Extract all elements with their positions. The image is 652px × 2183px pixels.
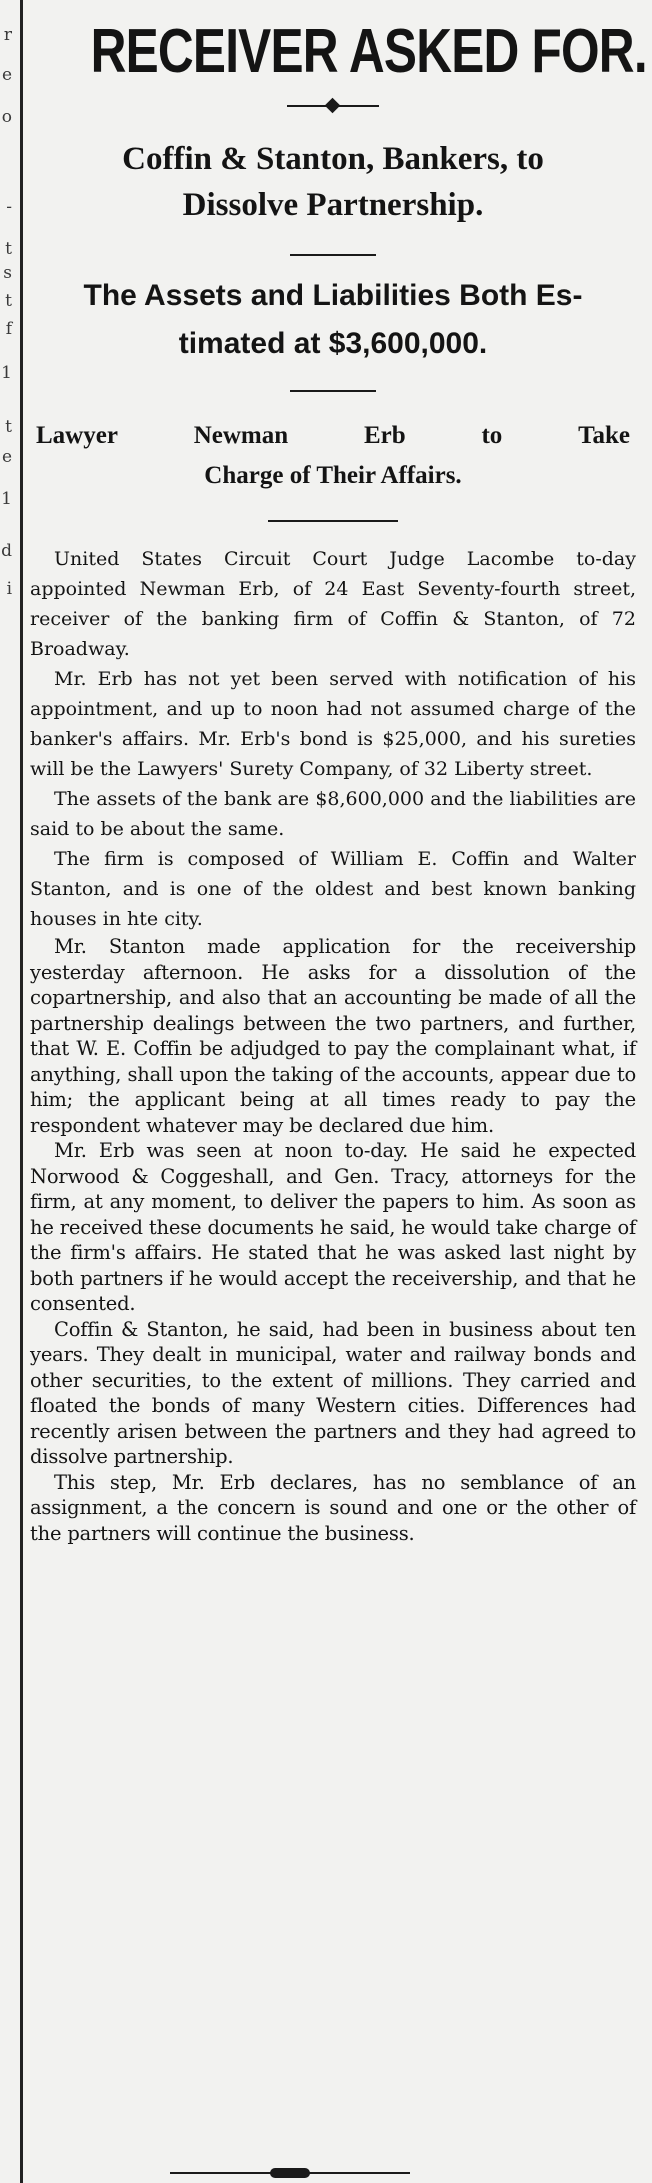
margin-fragment: - [6,197,12,217]
margin-fragment: d [1,541,12,561]
column-rule [20,0,23,2183]
margin-fragment: s [3,263,12,283]
margin-fragment: f [5,319,12,339]
diamond-ornament-icon [325,98,341,114]
headline-dash-ornament [287,98,379,114]
third-deck [30,416,636,496]
first-deck-line-1: Coffin & Stanton, Bankers, to [122,141,544,177]
article-paragraph: United States Circuit Court Judge Lacombe to-day appointed Newman Erb, of 24 East Seventy-fourth street, receiver of the banking firm of Coffin & Stanton, of 72 Broadway. [30,548,636,660]
left-margin-fragments [0,0,16,2183]
article-paragraph: Mr. Erb was seen at noon to-day. He said he expected Norwood & Coggeshall, and Gen. Tracy, attorneys for the firm, at any moment, to deliver the papers to him. As soon as he received these documents he said, he would take charge of the firm's affairs. He stated that he was asked last night by both partners if he would accept the receivership, and that he consented. [30,1139,636,1315]
third-deck-line-1 [36,416,630,456]
margin-fragment: e [1,65,12,85]
margin-fragment: 1 [1,363,12,383]
second-deck [30,272,636,368]
first-deck [30,136,636,228]
article-body [30,544,636,1546]
first-deck-line-2: Dissolve Partnership. [182,187,484,223]
margin-fragment: r [3,25,12,45]
third-deck-word: Newman [193,422,289,449]
third-deck-word: Lawyer [36,422,118,449]
deck-divider-2 [290,390,376,392]
deck-divider-1 [290,254,376,256]
headline: RECEIVER ASKED FOR. [90,17,647,86]
article-paragraph: The assets of the bank are $8,600,000 and the liabilities are said to be about the same. [30,788,636,840]
margin-fragment: t [5,291,12,311]
margin-fragment: e [1,447,12,467]
second-deck-line-2: timated at $3,600,000. [178,327,488,360]
deck-divider-3 [268,520,398,522]
third-deck-line-2: Charge of Their Affairs. [204,462,462,489]
article-paragraph: Mr. Erb has not yet been served with notification of his appointment, and up to noon had not assumed charge of the banker's affairs. Mr. Erb's bond is $25,000, and his sureties will be the Lawyers' Surety Company, of 32 Liberty street. [30,668,636,780]
third-deck-word: Erb [363,422,406,449]
end-ornament-icon [270,2168,310,2178]
margin-fragment: t [5,239,12,259]
margin-fragment: i [6,579,12,599]
margin-fragment: t [5,417,12,437]
article-paragraph: The firm is composed of William E. Coffin and Walter Stanton, and is one of the oldest and best known banking houses in hte city. [30,848,636,930]
margin-fragment: 1 [1,489,12,509]
margin-fragment: o [1,107,12,127]
third-deck-word: Take [578,422,630,449]
third-deck-word: to [481,422,503,449]
news-column [30,0,647,2183]
article-paragraph: This step, Mr. Erb declares, has no semblance of an assignment, a the concern is sound and one or the other of the partners will continue the business. [30,1470,636,1545]
second-deck-line-1: The Assets and Liabilities Both Es- [83,279,583,312]
article-paragraph: Mr. Stanton made application for the receivership yesterday afternoon. He asks for a dissolution of the copartnership, and also that an accounting be made of all the partnership dealings between the two partners, and further, that W. E. Coffin be adjudged to pay the complainant what, if anything, shall upon the taking of the accounts, appear due to him; the applicant being at all times ready to pay the respondent whatever may be declared due him. [30,935,636,1137]
end-ornament [170,2168,410,2178]
article-paragraph: Coffin & Stanton, he said, had been in business about ten years. They dealt in municipal, water and railway bonds and other securities, to the extent of millions. They carried and floated the bonds of many Western cities. Differences had recently arisen between the partners and they had agreed to dissolve partnership. [30,1317,636,1468]
